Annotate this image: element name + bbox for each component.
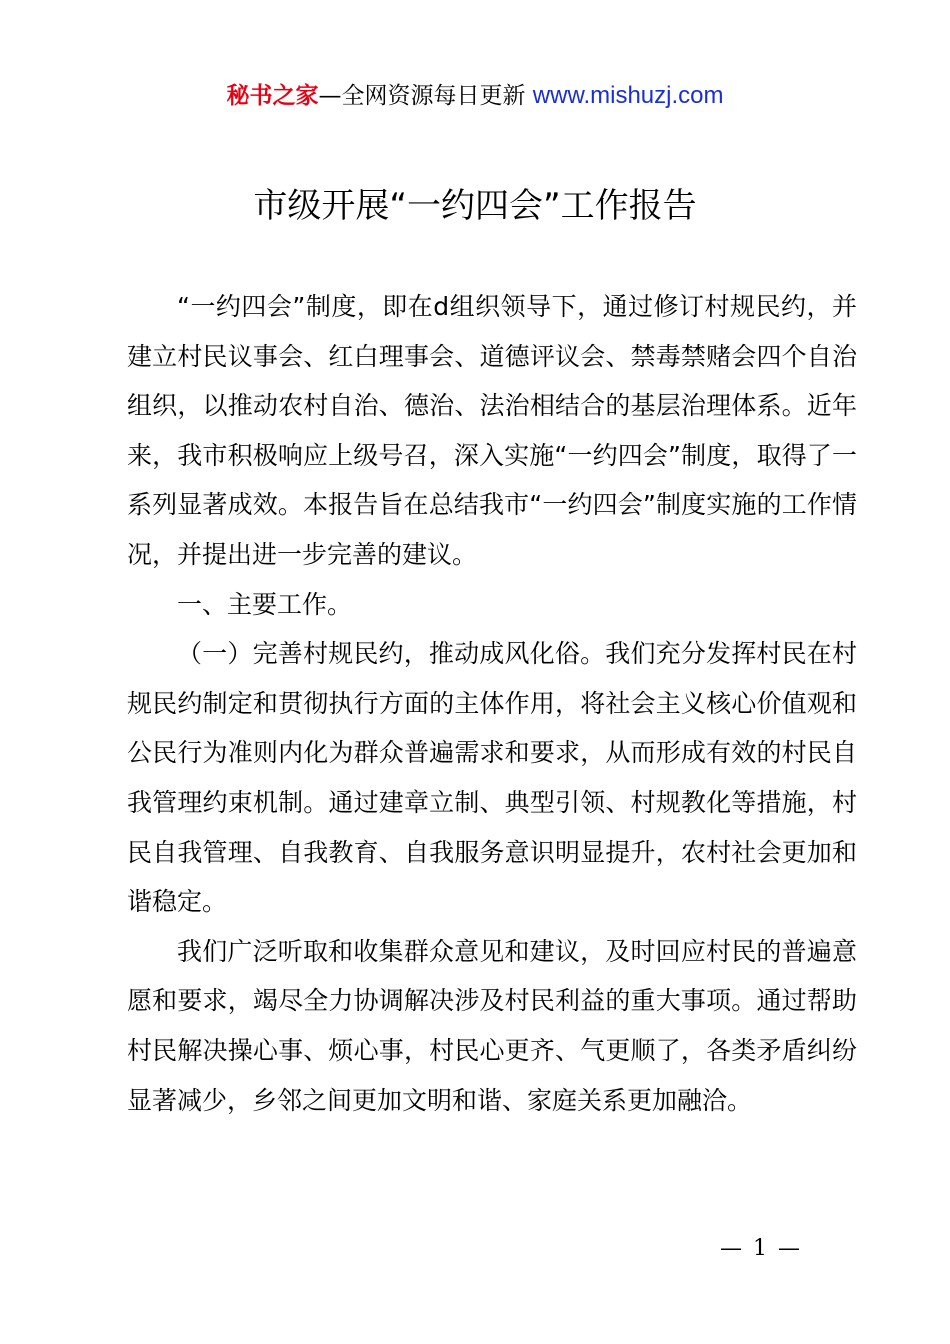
site-tagline: —全网资源每日更新 (318, 83, 533, 109)
paragraph-village-rules: （一）完善村规民约，推动成风化俗。我们充分发挥村民在村规民约制定和贯彻执行方面的主体作用，将社会主义核心价值观和公民行为准则内化为群众普遍需求和要求，从而形成有效的村民自我管理约束机制。通过建章立制、典型引领、村规教化等措施，村民自我管理、自我教育、自我服务意识明显提升，农村社会更加和谐稳定。 (127, 639, 857, 917)
paragraph-public-opinion: 我们广泛听取和收集群众意见和建议，及时回应村民的普遍意愿和要求，竭尽全力协调解决涉及村民利益的重大事项。通过帮助村民解决操心事、烦心事，村民心更齐、气更顺了，各类矛盾纠纷显著减少，乡邻之间更加文明和谐、家庭关系更加融洽。 (127, 936, 857, 1115)
document-body (127, 282, 857, 1125)
site-url[interactable]: www.mishuzj.com (532, 82, 724, 109)
site-banner (0, 80, 950, 112)
paragraph-intro: “一约四会”制度，即在d组织领导下，通过修订村规民约，并建立村民议事会、红白理事会、道德评议会、禁毒禁赌会四个自治组织，以推动农村自治、德治、法治相结合的基层治理体系。近年来，我市积极响应上级号召，深入实施“一约四会”制度，取得了一系列显著成效。本报告旨在总结我市“一约四会”制度实施的工作情况，并提出进一步完善的建议。 (127, 292, 857, 569)
page-number: — 1 — (720, 1236, 802, 1261)
section-heading: 一、主要工作。 (177, 589, 353, 619)
site-brand: 秘书之家 (226, 83, 319, 109)
document-title: 市级开展“一约四会”工作报告 (253, 186, 697, 226)
